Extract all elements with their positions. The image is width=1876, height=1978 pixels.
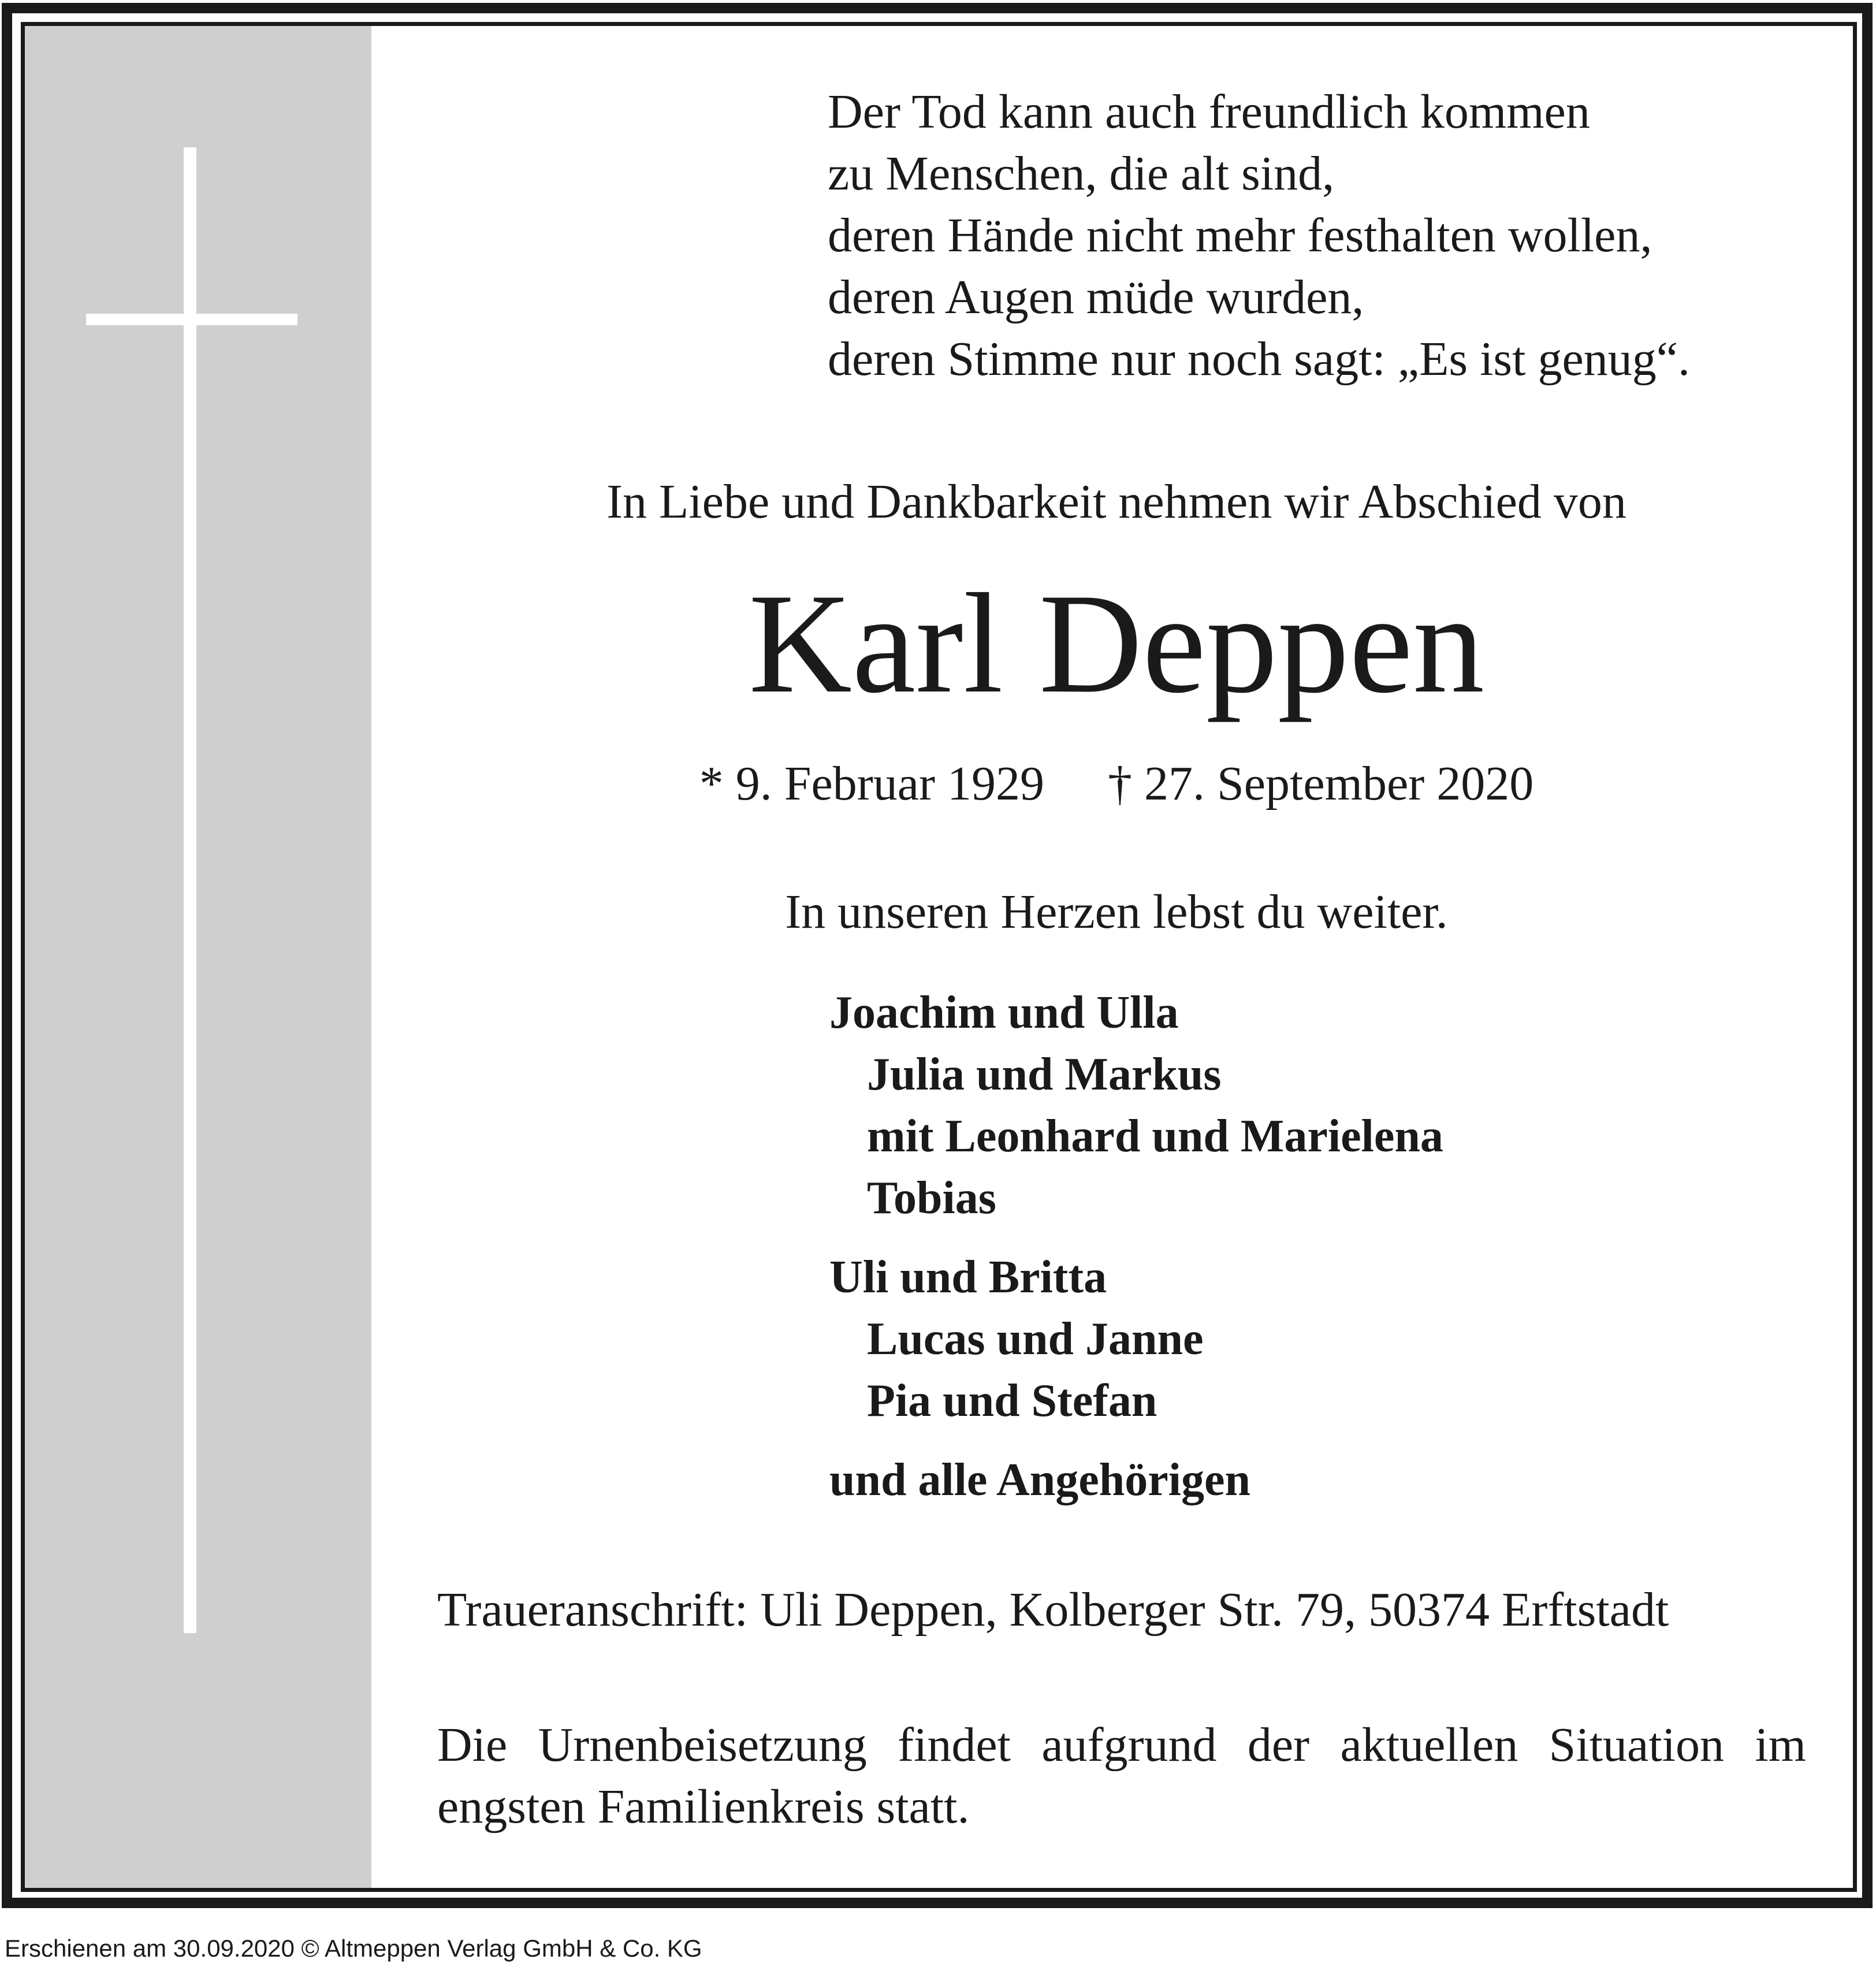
mourners-list xyxy=(829,987,1443,1519)
mourner-entry: mit Leonhard und Marielena xyxy=(867,1111,1443,1162)
mourning-address: Traueranschrift: Uli Deppen, Kolberger Str. 79, 50374 Erftstadt xyxy=(437,1583,1669,1637)
poem-line: Der Tod kann auch freundlich kommen xyxy=(828,85,1590,139)
mourner-entry: Uli und Britta xyxy=(829,1252,1107,1303)
mourner-entry: Tobias xyxy=(867,1173,996,1224)
death-date: † 27. September 2020 xyxy=(1108,757,1534,810)
poem-line: deren Hände nicht mehr festhalten wollen, xyxy=(828,209,1652,262)
side-panel xyxy=(25,26,371,1888)
mourner-entry: Lucas und Janne xyxy=(867,1314,1204,1364)
mourner-entry: und alle Angehörigen xyxy=(829,1455,1251,1505)
poem-line: deren Augen müde wurden, xyxy=(828,270,1364,324)
mourner-entry: Joachim und Ulla xyxy=(829,987,1179,1038)
obituary-notice xyxy=(21,22,1857,1892)
mourner-entry: Julia und Markus xyxy=(867,1049,1222,1100)
farewell-intro: In Liebe und Dankbarkeit nehmen wir Abschied von xyxy=(606,475,1626,529)
publication-footer: Erschienen am 30.09.2020 © Altmeppen Verlag GmbH & Co. KG xyxy=(5,1935,702,1962)
poem-line: zu Menschen, die alt sind, xyxy=(828,147,1335,200)
mourner-entry: Pia und Stefan xyxy=(867,1375,1157,1426)
cross-icon-vertical-bar xyxy=(184,147,196,1633)
poem-line: deren Stimme nur noch sagt: „Es ist genug“. xyxy=(828,332,1691,386)
cross-icon-horizontal-bar xyxy=(86,314,297,325)
birth-date: * 9. Februar 1929 xyxy=(699,757,1044,810)
burial-note: Die Urnenbeisetzung findet aufgrund der aktuellen Situation im engsten Familienkreis statt. xyxy=(437,1718,1806,1834)
motto: In unseren Herzen lebst du weiter. xyxy=(785,885,1448,939)
poem xyxy=(828,81,1690,390)
deceased-name: Karl Deppen xyxy=(749,564,1484,723)
life-dates xyxy=(371,757,1857,810)
